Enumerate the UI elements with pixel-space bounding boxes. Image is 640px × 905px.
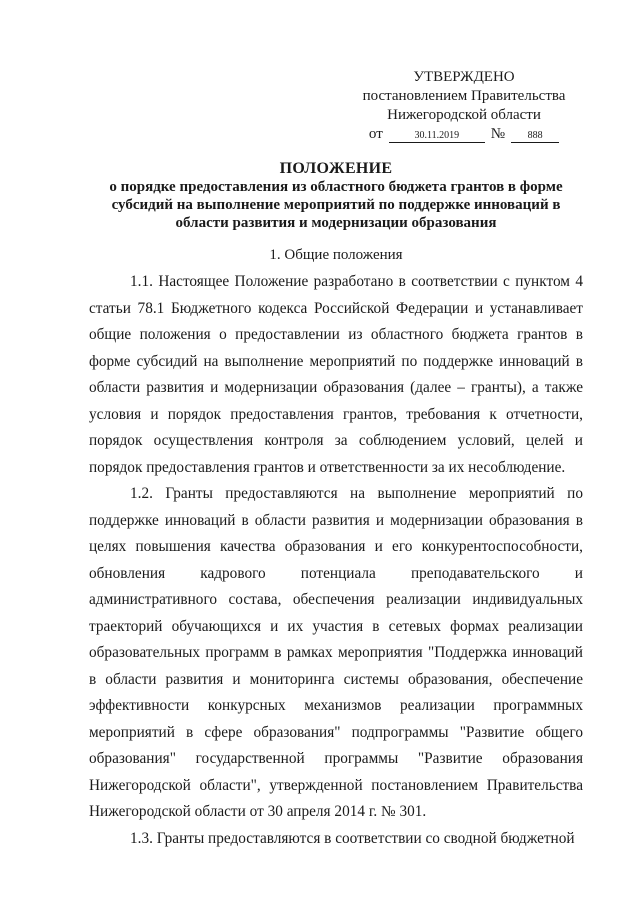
approval-block	[330, 68, 598, 144]
title-main: ПОЛОЖЕНИЕ	[279, 160, 393, 177]
paragraph-1-2: 1.2. Гранты предоставляются на выполнение мероприятий по поддержке инноваций в области развития и модернизации образования в целях повышения качества образования и его конкурентоспособности, обновления кадрового потенциала преподавательского и административного состава, обеспечения реализации индивидуальных траекторий обучающихся и их участия в сетевых формах реализации образовательных программ в рамках мероприятия "Поддержка инноваций в области развития и мониторинга системы образования, обеспечение эффективности конкурсных механизмов реализации программных мероприятий в сфере образования" подпрограммы "Развитие общего образования" государственной программы "Развитие образования Нижегородской области", утвержденной постановлением Правительства Нижегородской области от 30 апреля 2014 г. № 301.	[89, 485, 583, 820]
approval-status: УТВЕРЖДЕНО	[413, 69, 515, 85]
paragraph-1-3: 1.3. Гранты предоставляются в соответствии со сводной бюджетной	[130, 829, 575, 847]
from-label: от	[368, 126, 383, 142]
number-sign: №	[490, 126, 506, 142]
approval-region: Нижегородской области	[387, 107, 541, 123]
title-line-1: о порядке предоставления из областного бюджета грантов в форме	[109, 179, 563, 195]
title-line-2: субсидий на выполнение мероприятий по поддержке инноваций в	[111, 197, 561, 213]
resolution-number: 888	[511, 130, 559, 143]
paragraph-1-1: 1.1. Настоящее Положение разработано в соответствии с пунктом 4 статьи 78.1 Бюджетного кодекса Российской Федерации и устанавливает общие положения о предоставлении из областного бюджета грантов в форме субсидий на выполнение мероприятий по поддержке инноваций в области развития и модернизации образования (далее – гранты), а также условия и порядок предоставления грантов, требования к отчетности, порядок осуществления контроля за соблюдением условий, целей и порядок предоставления грантов и ответственности за их несоблюдение.	[89, 273, 583, 476]
approval-authority: постановлением Правительства	[362, 88, 566, 104]
resolution-date: 30.11.2019	[389, 130, 485, 143]
document-title	[90, 160, 582, 232]
document-body	[89, 269, 583, 852]
section-heading: 1. Общие положения	[269, 247, 403, 263]
title-line-3: области развития и модернизации образования	[175, 215, 497, 231]
approval-date-line	[330, 125, 598, 144]
